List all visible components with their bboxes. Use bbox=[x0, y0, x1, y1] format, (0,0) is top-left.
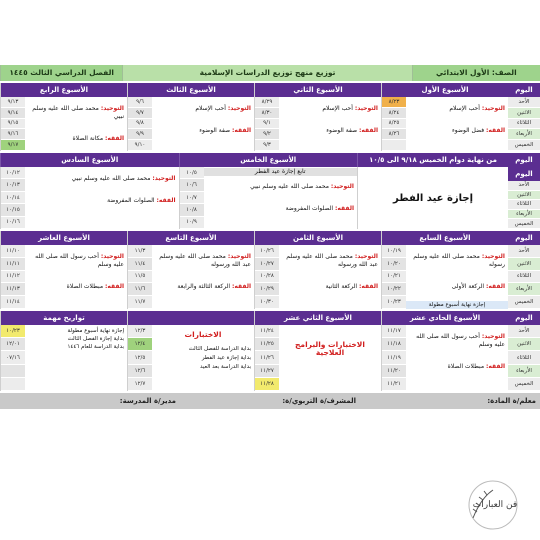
week-column bbox=[127, 83, 254, 151]
date-cell: ١٠/١٦ bbox=[1, 217, 25, 229]
date-cell: ٩/٦ bbox=[128, 97, 152, 108]
day-header: اليوم bbox=[508, 231, 540, 245]
day-cell: الأربعاء bbox=[508, 129, 540, 140]
lesson-line bbox=[28, 283, 124, 291]
lesson-content bbox=[406, 97, 508, 151]
date-cell: ٩/١٠ bbox=[128, 140, 152, 151]
important-dates-title: تواريخ مهمة bbox=[1, 311, 127, 325]
week-title: الأسبوع الثاني عشر bbox=[255, 311, 381, 325]
week5-column bbox=[179, 167, 358, 229]
date-cell: ٩/٢ bbox=[255, 129, 279, 140]
day-column bbox=[508, 231, 540, 309]
dates-column bbox=[128, 97, 152, 151]
day-cell: الثلاثاء bbox=[508, 119, 540, 130]
lesson-line bbox=[28, 105, 124, 121]
week-column bbox=[381, 231, 508, 309]
lesson-label: الفقه: bbox=[486, 363, 505, 370]
dates-column bbox=[1, 245, 25, 309]
important-dates-column bbox=[0, 311, 127, 391]
lesson-content bbox=[279, 97, 381, 151]
week-body bbox=[180, 167, 358, 229]
lesson-line bbox=[409, 283, 505, 291]
date-cell: ١١/١٩ bbox=[382, 351, 406, 364]
eid-banner: من نهاية دوام الخميس ٩/١٨ الى ١٠/٥ bbox=[357, 153, 508, 167]
lesson-text: صفة الوضوء bbox=[326, 127, 358, 134]
day-column bbox=[508, 311, 540, 391]
week-column bbox=[254, 83, 381, 151]
date-cell: ١١/٦ bbox=[128, 283, 152, 296]
lesson-text: مبطلات الصلاة bbox=[447, 363, 485, 370]
exams-remedial-text: الاختبارات والبرامج العلاجية bbox=[295, 340, 365, 357]
lesson-line bbox=[28, 175, 176, 183]
lesson-label: التوحيد: bbox=[227, 105, 251, 112]
date-cell: ١٠/٢١ bbox=[382, 271, 406, 284]
lesson-label: الفقه: bbox=[232, 283, 251, 290]
date-cell: ١١/١٠ bbox=[1, 245, 25, 258]
day-column bbox=[508, 83, 540, 151]
principal-signature: مدير/ة المدرسة: bbox=[119, 397, 176, 405]
lesson-text: أحب الإسلام bbox=[322, 105, 353, 112]
important-date-item: بداية الدراسة للعام ١٤٤٦ bbox=[67, 344, 124, 350]
row-weeks-5-6 bbox=[0, 167, 540, 229]
lesson-label: الفقه: bbox=[105, 135, 124, 142]
date-cell: ١٢/٤ bbox=[128, 338, 152, 351]
lesson-content bbox=[152, 97, 254, 151]
date-cell: ١٢/٣ bbox=[128, 325, 152, 338]
day-cell: الثلاثاء bbox=[508, 271, 540, 284]
day-cell: الخميس bbox=[508, 296, 540, 309]
day-cell: الاثنين bbox=[508, 338, 540, 351]
date-cell: ١٠/٩ bbox=[180, 217, 204, 229]
day-cell: الخميس bbox=[508, 378, 540, 391]
day-header: اليوم bbox=[508, 83, 540, 97]
lesson-line bbox=[155, 105, 251, 113]
date-cell: ١١/٢٦ bbox=[255, 351, 279, 364]
week-body bbox=[255, 325, 381, 391]
eid-holiday-text: إجازة عيد الفطر bbox=[392, 192, 474, 204]
exams-content bbox=[279, 325, 381, 391]
date-cell: ١٢/٧ bbox=[128, 378, 152, 391]
date-cell: ١٠/١٩ bbox=[382, 245, 406, 258]
date-cell: ١٢/٠١ bbox=[1, 338, 25, 351]
row-weeks-1-4 bbox=[0, 83, 540, 151]
lesson-text: أحب رسول الله صلى الله عليه وسلم bbox=[35, 253, 124, 268]
supervisor-signature: المشرف/ة التربوي/ة: bbox=[282, 397, 356, 405]
date-cell: ١٠/٨ bbox=[180, 204, 204, 216]
week-body bbox=[128, 97, 254, 151]
lesson-line bbox=[155, 253, 251, 269]
lesson-content bbox=[204, 167, 358, 229]
date-cell: ٠٧/١٦ bbox=[1, 351, 25, 364]
week-title: الأسبوع الثالث bbox=[128, 83, 254, 97]
week-body bbox=[1, 245, 127, 309]
date-cell: ١٠/٢٧ bbox=[255, 258, 279, 271]
lesson-line bbox=[409, 333, 505, 349]
week-title: الأسبوع الرابع bbox=[1, 83, 127, 97]
week-column bbox=[0, 231, 127, 309]
week-body bbox=[255, 245, 381, 309]
week-title: الأسبوع السابع bbox=[382, 231, 508, 245]
date-cell: ١٠/٢٣ bbox=[1, 325, 25, 338]
week-column bbox=[127, 231, 254, 309]
lesson-text: محمد صلى الله عليه وسلم عبد الله ورسوله bbox=[159, 253, 251, 268]
exams-text: الاختبارات bbox=[184, 330, 222, 339]
lesson-label: التوحيد: bbox=[354, 253, 378, 260]
week-title: الأسبوع الحادي عشر bbox=[382, 311, 508, 325]
curriculum-table bbox=[0, 65, 540, 410]
week-body bbox=[382, 325, 508, 391]
date-cell: ١١/٢٤ bbox=[255, 325, 279, 338]
lesson-text: محمد صلى الله عليه وسلم عبد الله ورسوله bbox=[286, 253, 378, 268]
week6-title: الأسبوع السادس bbox=[0, 153, 179, 167]
important-dates-list bbox=[25, 325, 127, 391]
lesson-line bbox=[207, 205, 355, 213]
date-cell: ٩/١٥ bbox=[1, 119, 25, 130]
day-cell: الأحد bbox=[508, 97, 540, 108]
date-cell: ١٠/٢٦ bbox=[255, 245, 279, 258]
date-cell: ١١/٢٥ bbox=[255, 338, 279, 351]
date-cell bbox=[1, 365, 25, 378]
lesson-text: محمد صلى الله عليه وسلم رسوله bbox=[413, 253, 505, 268]
lesson-label: التوحيد: bbox=[227, 253, 251, 260]
date-cell: ١٢/٦ bbox=[128, 365, 152, 378]
lesson-text: الركعة الثانية bbox=[325, 283, 358, 290]
lesson-label: التوحيد: bbox=[330, 183, 354, 190]
lesson-line bbox=[282, 127, 378, 135]
lesson-line bbox=[28, 253, 124, 269]
exams-content bbox=[152, 325, 254, 391]
date-cell: ١١/٣ bbox=[128, 245, 152, 258]
lesson-line bbox=[409, 363, 505, 371]
lesson-label: التوحيد: bbox=[100, 253, 124, 260]
row-weeks-7-10 bbox=[0, 231, 540, 309]
date-cell: ٩/١٦ bbox=[1, 129, 25, 140]
day-cell: الخميس bbox=[508, 140, 540, 151]
day-column bbox=[508, 167, 540, 229]
event-line: بداية الدراسة بعد العيد bbox=[200, 364, 251, 370]
important-date-item: إجازة نهاية أسبوع مطولة bbox=[67, 328, 124, 334]
date-cell: ٩/١٧ bbox=[1, 140, 25, 151]
lesson-label: التوحيد: bbox=[152, 175, 176, 182]
date-cell: ١٠/٦ bbox=[180, 179, 204, 191]
date-cell bbox=[382, 140, 406, 151]
date-cell: ١١/١١ bbox=[1, 258, 25, 271]
lesson-label: التوحيد: bbox=[481, 105, 505, 112]
lesson-text: الصلوات المفروضة bbox=[107, 197, 155, 204]
date-cell: ١١/٤ bbox=[128, 258, 152, 271]
day-header: اليوم bbox=[508, 311, 540, 325]
lesson-label: الفقه: bbox=[486, 127, 505, 134]
date-cell: ١١/١٨ bbox=[382, 338, 406, 351]
date-cell: ١٠/٢٣ bbox=[382, 296, 406, 309]
brand-logo-text: فن العبارات bbox=[472, 500, 518, 510]
lesson-label: التوحيد: bbox=[481, 333, 505, 340]
date-cell: ١١/١٢ bbox=[1, 271, 25, 284]
day-cell: الأحد bbox=[508, 245, 540, 258]
lesson-line bbox=[155, 127, 251, 135]
date-cell: ١١/١٣ bbox=[1, 283, 25, 296]
dates-column bbox=[1, 325, 25, 391]
week-body bbox=[382, 97, 508, 151]
dates-column bbox=[382, 325, 406, 391]
date-cell: ٩/١٤ bbox=[1, 108, 25, 119]
important-date-item: بداية إجازة الفصل الثالث bbox=[67, 336, 124, 342]
week-title: الأسبوع العاشر bbox=[1, 231, 127, 245]
date-cell: ١٠/١٢ bbox=[1, 167, 25, 179]
lesson-content bbox=[279, 245, 381, 309]
date-cell: ٩/٨ bbox=[128, 119, 152, 130]
date-cell: ٨/٢٣ bbox=[382, 97, 406, 108]
lesson-text: محمد صلى الله عليه وسلم نبيي bbox=[71, 175, 151, 182]
date-cell: ١١/٥ bbox=[128, 271, 152, 284]
week-body bbox=[128, 245, 254, 309]
week-body bbox=[1, 325, 127, 391]
week-body bbox=[1, 97, 127, 151]
day-cell: الأحد bbox=[508, 325, 540, 338]
lesson-content bbox=[25, 167, 179, 229]
week-column bbox=[254, 231, 381, 309]
week-column bbox=[381, 311, 508, 391]
event-line: بداية إجازة عيد الفطر bbox=[201, 355, 251, 361]
dates-column bbox=[255, 97, 279, 151]
week-column bbox=[0, 83, 127, 151]
lesson-line bbox=[282, 253, 378, 269]
date-cell: ١٠/٢٠ bbox=[382, 258, 406, 271]
date-cell bbox=[1, 378, 25, 391]
lesson-label: الفقه: bbox=[232, 127, 251, 134]
lesson-content bbox=[406, 245, 508, 309]
lesson-line bbox=[409, 253, 505, 269]
dates-column bbox=[255, 245, 279, 309]
date-cell: ٩/٧ bbox=[128, 108, 152, 119]
event-line: بداية الدراسة للفصل الثالث bbox=[188, 346, 251, 352]
week5-title: الأسبوع الخامس bbox=[179, 153, 358, 167]
dates-column bbox=[128, 245, 152, 309]
lesson-text: الركعة الأولى bbox=[451, 283, 485, 290]
week-title: الأسبوع الثاني bbox=[255, 83, 381, 97]
term-label: الفصل الدراسي الثالث ١٤٤٥ bbox=[0, 65, 122, 81]
week-column bbox=[381, 83, 508, 151]
day-cell: الأربعاء bbox=[508, 210, 540, 220]
eid-holiday-cell bbox=[357, 167, 508, 229]
row2-header bbox=[0, 153, 540, 167]
day-cell: الثلاثاء bbox=[508, 351, 540, 364]
lesson-text: الصلوات المفروضة bbox=[285, 205, 334, 212]
week-body bbox=[128, 325, 254, 391]
week6-column bbox=[0, 167, 179, 229]
date-cell: ٨/٢٩ bbox=[255, 97, 279, 108]
lesson-text: أحب الإسلام bbox=[449, 105, 480, 112]
lesson-text: فضل الوضوء bbox=[451, 127, 485, 134]
date-cell: ٩/١٣ bbox=[1, 97, 25, 108]
date-cell: ١١/١٤ bbox=[1, 296, 25, 309]
lesson-text: محمد صلى الله عليه وسلم نبيي bbox=[250, 183, 329, 190]
day-cell: الاثنين bbox=[508, 108, 540, 119]
date-cell: ١٠/٢٢ bbox=[382, 283, 406, 296]
lesson-label: الفقه: bbox=[486, 283, 505, 290]
date-cell: ١٠/٧ bbox=[180, 192, 204, 204]
day-cell: الأحد bbox=[508, 181, 540, 191]
lesson-text: مكانة الصلاة bbox=[72, 135, 104, 142]
lesson-label: الفقه: bbox=[156, 197, 176, 204]
date-cell: ٨/٣٠ bbox=[255, 108, 279, 119]
lesson-line bbox=[28, 197, 176, 205]
exams-week-column bbox=[127, 311, 254, 391]
lesson-label: الفقه: bbox=[335, 205, 354, 212]
week-body bbox=[255, 97, 381, 151]
day-cell: الأربعاء bbox=[508, 283, 540, 296]
page-title: توزيع منهج توزيع الدراسات الإسلامية bbox=[122, 65, 411, 81]
dates-column bbox=[180, 167, 204, 229]
signature-footer bbox=[0, 393, 540, 409]
date-cell: ١١/٢٧ bbox=[255, 365, 279, 378]
lesson-content bbox=[25, 97, 127, 151]
day-cell: الاثنين bbox=[508, 191, 540, 201]
date-cell: ١٠/٥ bbox=[180, 167, 204, 179]
day-cell: الاثنين bbox=[508, 258, 540, 271]
date-cell: ١٠/٢٨ bbox=[255, 271, 279, 284]
week-body bbox=[1, 167, 179, 229]
lesson-line bbox=[282, 105, 378, 113]
lesson-line bbox=[207, 183, 355, 191]
date-cell: ١٠/١٣ bbox=[1, 179, 25, 191]
lesson-line bbox=[409, 105, 505, 113]
date-cell: ٨/٢٤ bbox=[382, 108, 406, 119]
day-header: اليوم bbox=[508, 153, 540, 167]
date-cell: ٩/٣ bbox=[255, 140, 279, 151]
lesson-label: التوحيد: bbox=[100, 105, 124, 112]
lesson-label: الفقه: bbox=[359, 283, 378, 290]
day-cell: الأربعاء bbox=[508, 365, 540, 378]
lesson-text: صفة الوضوء bbox=[199, 127, 231, 134]
row-weeks-11-12 bbox=[0, 311, 540, 391]
lesson-label: الفقه: bbox=[359, 127, 378, 134]
teacher-signature: معلم/ة المادة: bbox=[487, 397, 536, 405]
eid-continuation-note: تابع إجازة عيد الفطر bbox=[204, 168, 358, 176]
date-cell: ١٠/٣٠ bbox=[255, 296, 279, 309]
date-cell: ١١/١٧ bbox=[382, 325, 406, 338]
lesson-line bbox=[155, 283, 251, 291]
date-cell: ١٠/١٥ bbox=[1, 204, 25, 216]
date-cell: ١١/٢١ bbox=[382, 378, 406, 391]
lesson-line bbox=[28, 135, 124, 143]
lesson-content bbox=[25, 245, 127, 309]
lesson-text: أحب الإسلام bbox=[195, 105, 226, 112]
date-cell: ١١/٢٠ bbox=[382, 365, 406, 378]
grade-label: الصف: الأول الابتدائي bbox=[412, 65, 540, 81]
dates-column bbox=[382, 97, 406, 151]
lesson-label: الفقه: bbox=[105, 283, 124, 290]
dates-column bbox=[382, 245, 406, 309]
lesson-label: التوحيد: bbox=[481, 253, 505, 260]
day-cell: الثلاثاء bbox=[508, 200, 540, 210]
lesson-content bbox=[406, 325, 508, 391]
dates-column bbox=[1, 167, 25, 229]
dates-column bbox=[1, 97, 25, 151]
date-cell: ١٢/٥ bbox=[128, 351, 152, 364]
day-header: اليوم bbox=[508, 167, 540, 181]
dates-column bbox=[255, 325, 279, 391]
lesson-line bbox=[409, 127, 505, 135]
day-cell: الخميس bbox=[508, 219, 540, 229]
date-cell: ١٠/٢٩ bbox=[255, 283, 279, 296]
date-cell: ٩/١ bbox=[255, 119, 279, 130]
date-cell: ١٠/١٤ bbox=[1, 192, 25, 204]
week12-column bbox=[254, 311, 381, 391]
long-weekend-note: إجازة نهاية أسبوع مطولة bbox=[406, 301, 508, 309]
lesson-content bbox=[152, 245, 254, 309]
lesson-text: أحب رسول الله صلى الله عليه وسلم bbox=[416, 333, 505, 348]
lesson-line bbox=[282, 283, 378, 291]
week-title: الأسبوع الأول bbox=[382, 83, 508, 97]
date-cell: ٨/٢٦ bbox=[382, 129, 406, 140]
date-cell: ١١/٢٨ bbox=[255, 378, 279, 391]
week-title: الأسبوع الثامن bbox=[255, 231, 381, 245]
date-cell: ٩/٩ bbox=[128, 129, 152, 140]
lesson-label: التوحيد: bbox=[354, 105, 378, 112]
week-title bbox=[128, 311, 254, 325]
lesson-text: محمد صلى الله عليه وسلم نبيي bbox=[32, 105, 124, 120]
week-body bbox=[382, 245, 508, 309]
lesson-text: الركعة الثالثة والرابعة bbox=[177, 283, 231, 290]
date-cell: ١١/٧ bbox=[128, 296, 152, 309]
date-cell: ٨/٢٥ bbox=[382, 119, 406, 130]
week-title: الأسبوع التاسع bbox=[128, 231, 254, 245]
dates-column bbox=[128, 325, 152, 391]
top-bar bbox=[0, 65, 540, 81]
lesson-text: مبطلات الصلاة bbox=[66, 283, 104, 290]
